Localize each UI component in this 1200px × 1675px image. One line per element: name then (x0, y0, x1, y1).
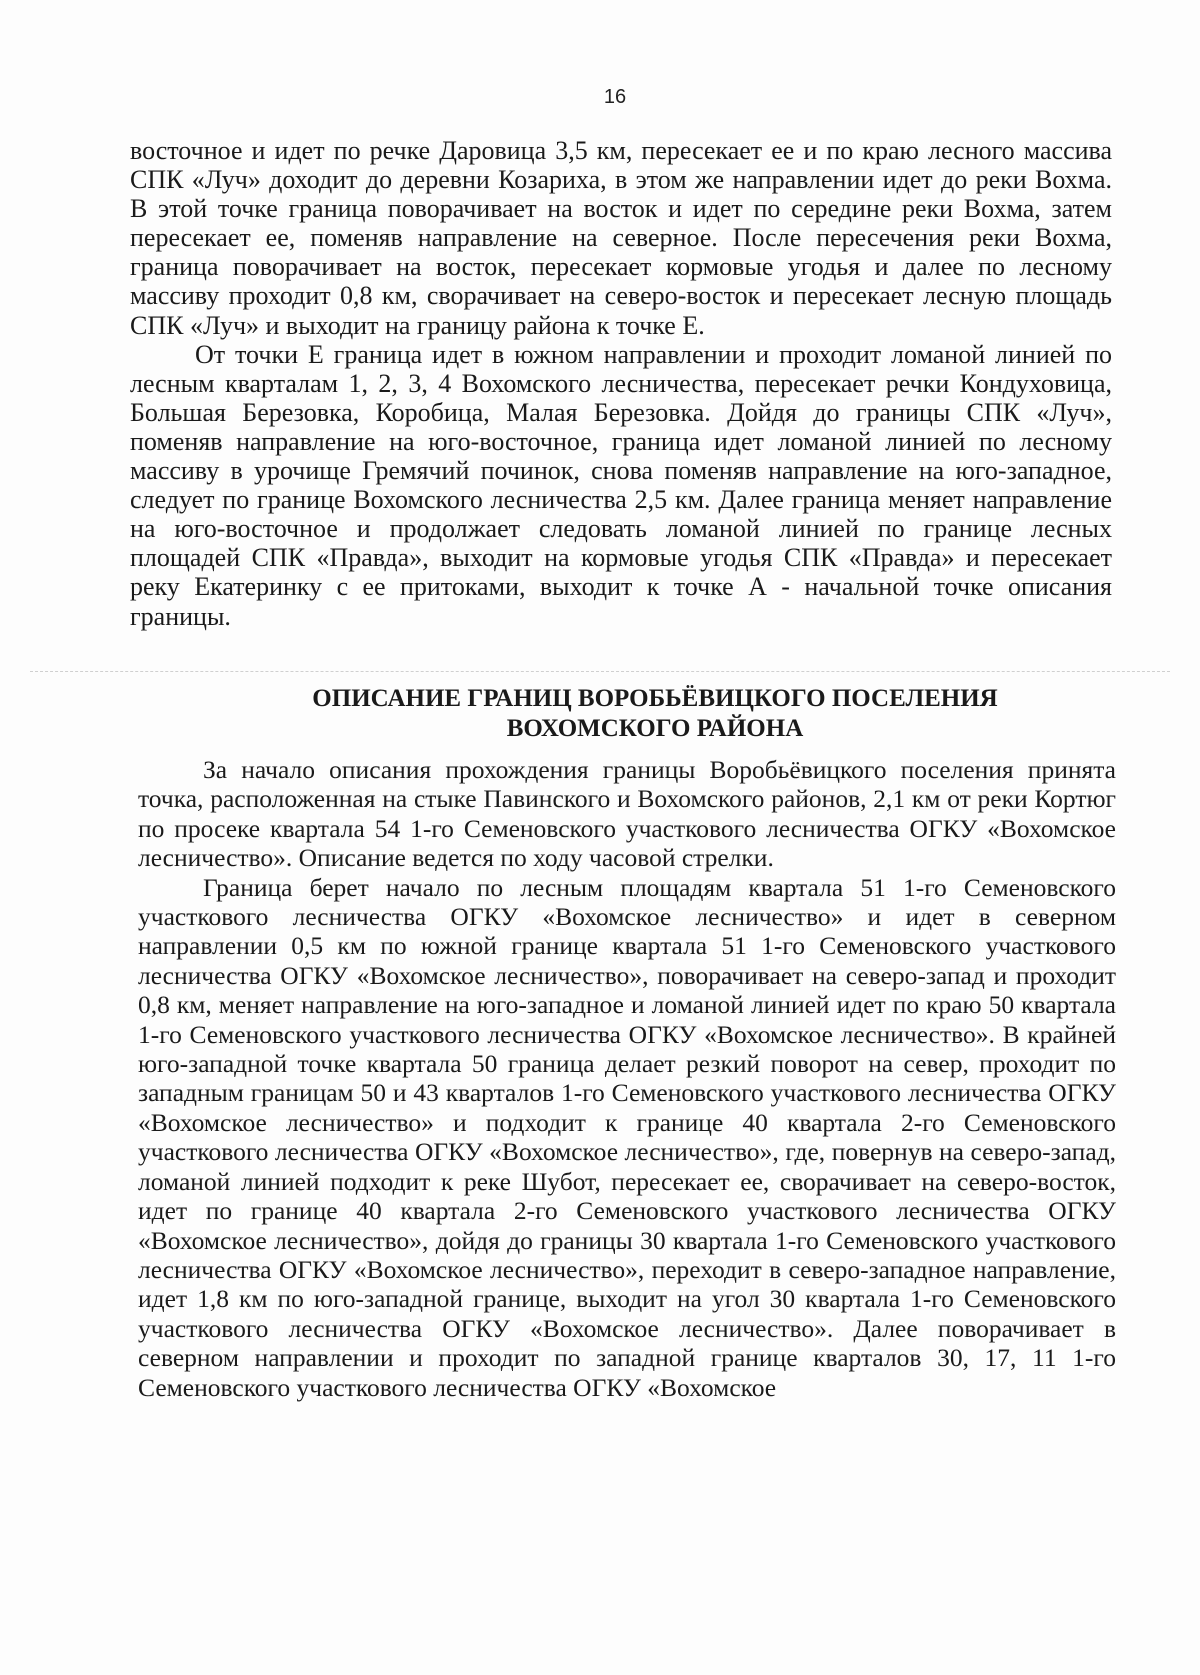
page-number: 16 (603, 86, 627, 108)
continued-text-block (130, 136, 1112, 631)
paragraph-start-point: За начало описания прохождения границы Воробьёвицкого поселения принята точка, расположенная на стыке Павинского и Вохомского районов, 2,1 км от реки Кортюг по просеке квартала 54 1-го Семеновского участкового лесничества ОГКУ «Вохомское лесничество». Описание ведется по ходу часовой стрелки. (138, 755, 1116, 873)
paragraph-point-e: От точки Е граница идет в южном направлении и проходит ломаной линией по лесным кварталам 1, 2, 3, 4 Вохомского лесничества, пересекает речки Кондуховица, Большая Березовка, Коробица, Малая Березовка. Дойдя до границы СПК «Луч», поменяв направление на юго-восточное, граница идет ломаной линией по лесному массиву в урочище Гремячий починок, снова поменяв направление на юго-западное, следует по границе Вохомского лесничества 2,5 км. Далее граница меняет направление на юго-восточное и продолжает следовать ломаной линией по границе лесных площадей СПК «Правда», выходит на кормовые угодья СПК «Правда» и пересекает реку Екатеринку с ее притоками, выходит к точке А - начальной точке описания границы. (130, 339, 1112, 631)
section-heading-line-1: ОПИСАНИЕ ГРАНИЦ ВОРОБЬЁВИЦКОГО ПОСЕЛЕНИЯ (312, 685, 998, 712)
section-heading-line-2: ВОХОМСКОГО РАЙОНА (506, 715, 804, 742)
paragraph-continuation: восточное и идет по речке Даровица 3,5 км, пересекает ее и по краю лесного массива СПК «Луч» доходит до деревни Козариха, в этом же направлении идет до реки Вохма. В этой точке граница поворачивает на восток и идет по середине реки Вохма, затем пересекает ее, поменяв направление на северное. После пересечения реки Вохма, граница поворачивает на восток, пересекает кормовые угодья и далее по лесному массиву проходит 0,8 км, сворачивает на северо-восток и пересекает лесную площадь СПК «Луч» и выходит на границу района к точке Е. (130, 136, 1112, 340)
paragraph-boundary-route: Граница берет начало по лесным площадям квартала 51 1-го Семеновского участкового лесничества ОГКУ «Вохомское лесничество» и идет в северном направлении 0,5 км по южной границе квартала 51 1-го Семеновского участкового лесничества ОГКУ «Вохомское лесничество», поворачивает на северо-запад и проходит 0,8 км, меняет направление на юго-западное и ломаной линией идет по краю 50 квартала 1-го Семеновского участкового лесничества ОГКУ «Вохомское лесничество». В крайней юго-западной точке квартала 50 граница делает резкий поворот на север, проходит по западным границам 50 и 43 кварталов 1-го Семеновского участкового лесничества ОГКУ «Вохомское лесничество» и подходит к границе 40 квартала 2-го Семеновского участкового лесничества ОГКУ «Вохомское лесничество», где, повернув на северо-запад, ломаной линией подходит к реке Шубот, пересекает ее, сворачивает на северо-восток, идет по границе 40 квартала 2-го Семеновского участкового лесничества ОГКУ «Вохомское лесничество», дойдя до границы 30 квартала 1-го Семеновского участкового лесничества ОГКУ «Вохомское лесничество», переходит в северо-западное направление, идет 1,8 км по юго-западной границе, выходит на угол 30 квартала 1-го Семеновского участкового лесничества ОГКУ «Вохомское лесничество». Далее поворачивает в северном направлении и проходит по западной границе кварталов 30, 17, 11 1-го Семеновского участкового лесничества ОГКУ «Вохомское (138, 872, 1116, 1402)
section-heading (130, 684, 1180, 744)
section-text-block (138, 755, 1116, 1402)
scan-artifact-line (30, 671, 1170, 672)
